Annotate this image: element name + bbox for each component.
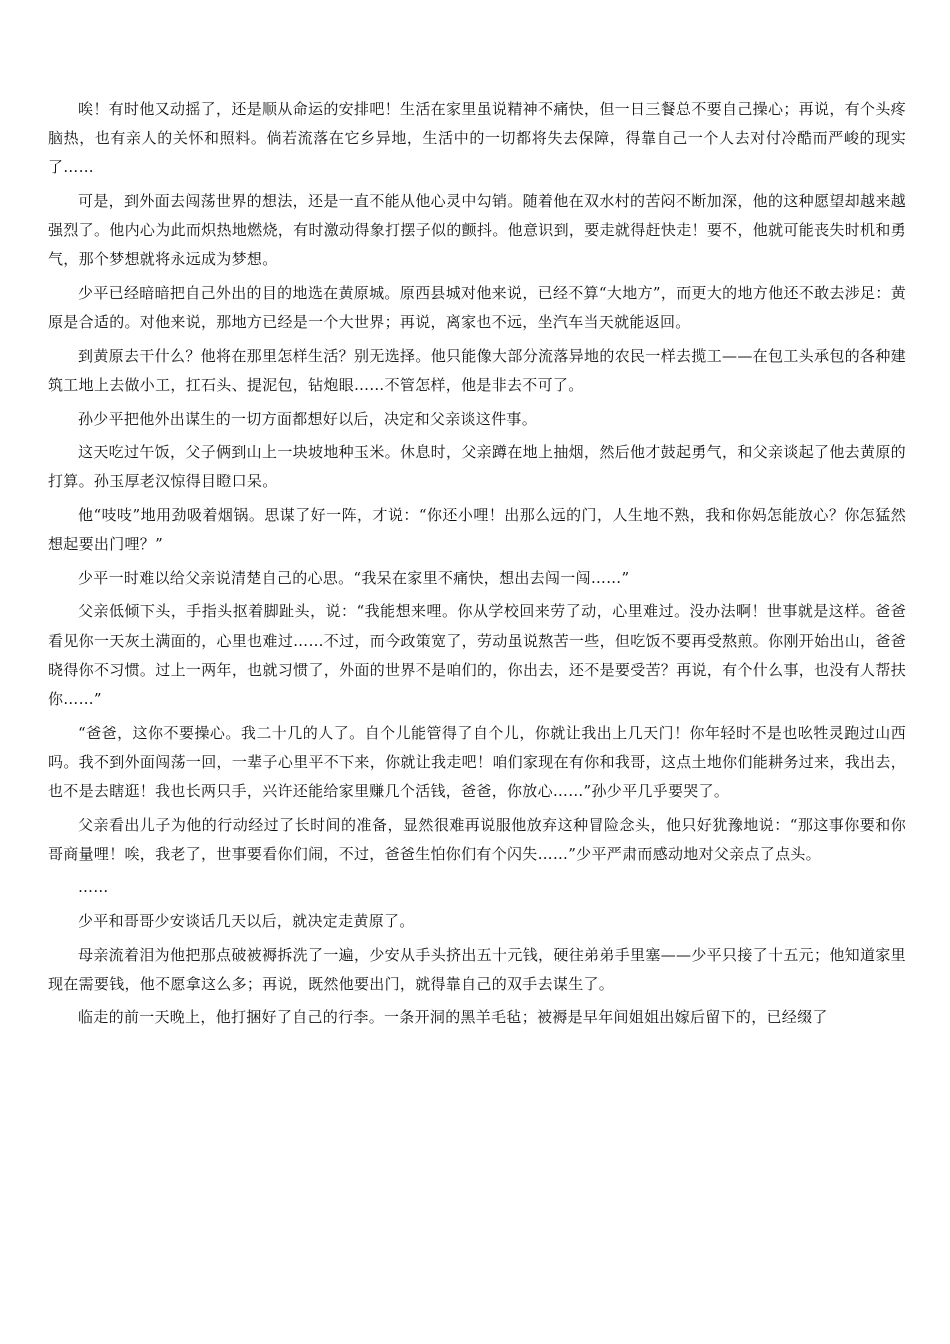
paragraph-2: 可是，到外面去闯荡世界的想法，还是一直不能从他心灵中勾销。随着他在双水村的苦闷不断加深，他的这种愿望却越来越强烈了。他内心为此而炽热地燃烧，有时激动得象打摆子似的颤抖。他意识到，要走就得赶快走！要不，他就可能丧失时机和勇气，那个梦想就将永远成为梦想。 xyxy=(48,192,906,269)
paragraph-8: 少平一时难以给父亲说清楚自己的心思。“我呆在家里不痛快，想出去闯一闯……” xyxy=(78,568,630,587)
paragraph-3: 少平已经暗暗把自己外出的目的地选在黄原城。原西县城对他来说，已经不算“大地方”，而更大的地方他还不敢去涉足：黄原是合适的。对他来说，那地方已经是一个大世界；再说，离家也不远，坐汽车当天就能返回。 xyxy=(48,284,906,332)
paragraph-7: 他“吱吱”地用劲吸着烟锅。思谋了好一阵，才说：“你还小哩！出那么远的门，人生地不熟，我和你妈怎能放心？你怎猛然想起要出门哩？” xyxy=(48,505,906,554)
body-text xyxy=(48,95,906,1037)
paragraph-13: 母亲流着泪为他把那点破被褥拆洗了一遍，少安从手头挤出五十元钱，硬往弟弟手里塞——少平只接了十五元；他知道家里现在需要钱，他不愿拿这么多；再说，既然他要出门，就得靠自己的双手去谋生了。 xyxy=(48,945,906,993)
paragraph-14: 临走的前一天晚上，他打捆好了自己的行李。一条开洞的黑羊毛毡；被褥是早年间姐姐出嫁后留下的，已经缀了 xyxy=(78,1008,828,1027)
paragraph-10: “爸爸，这你不要操心。我二十几的人了。自个儿能管得了自个儿，你就让我出上几天门！你年轻时不是也吆牲灵跑过山西吗。我不到外面闯荡一回，一辈子心里平不下来，你就让我走吧！咱们家现在有你和我哥，这点土地你们能耕务过来，我出去，也不是去瞎逛！我也长两只手，兴许还能给家里赚几个活钱，爸爸，你放心……”孙少平几乎要哭了。 xyxy=(48,723,906,800)
paragraph-4: 到黄原去干什么？他将在那里怎样生活？别无选择。他只能像大部分流落异地的农民一样去揽工——在包工头承包的各种建筑工地上去做小工，扛石头、提泥包，钻炮眼……不管怎样，他是非去不可了。 xyxy=(48,346,906,394)
paragraph-11: 父亲看出儿子为他的行动经过了长时间的准备，显然很难再说服他放弃这种冒险念头，他只好犹豫地说：“那这事你要和你哥商量哩！唉，我老了，世事要看你们闹，不过，爸爸生怕你们有个闪失……”少平严肃而感动地对父亲点了点头。 xyxy=(48,815,906,863)
paragraph-9: 父亲低倾下头，手指头抠着脚趾头，说：“我能想来哩。你从学校回来劳了动，心里难过。没办法啊！世事就是这样。爸爸看见你一天灰土满面的，心里也难过……不过，而今政策宽了，劳动虽说熬苦一些，但吃饭不要再受熬煎。你刚开始出山，爸爸晓得你不习惯。过上一两年，也就习惯了，外面的世界不是咱们的，你出去，还不是要受苦？再说，有个什么事，也没有人帮扶你……” xyxy=(48,602,906,708)
paragraph-6: 这天吃过午饭，父子俩到山上一块坡地种玉米。休息时，父亲蹲在地上抽烟，然后他才鼓起勇气，和父亲谈起了他去黄原的打算。孙玉厚老汉惊得目瞪口呆。 xyxy=(48,443,906,491)
paragraph-5: 孙少平把他外出谋生的一切方面都想好以后，决定和父亲谈这件事。 xyxy=(78,409,538,428)
paragraph-12: 少平和哥哥少安谈话几天以后，就决定走黄原了。 xyxy=(78,911,415,930)
ellipsis-separator: …… xyxy=(78,878,109,897)
paragraph-1: 唉！有时他又动摇了，还是顺从命运的安排吧！生活在家里虽说精神不痛快，但一日三餐总不要自己操心；再说，有个头疼脑热，也有亲人的关怀和照料。倘若流落在它乡异地，生活中的一切都将失去保障，得靠自己一个人去对付冷酷而严峻的现实了…… xyxy=(48,100,906,177)
